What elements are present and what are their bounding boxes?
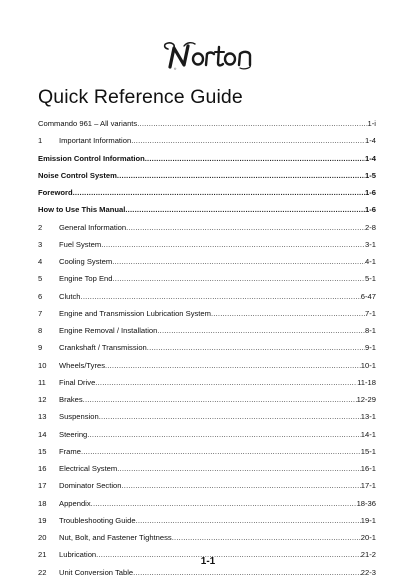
table-of-contents: [38, 115, 376, 581]
toc-section-number: 16: [38, 464, 47, 473]
toc-page-ref: 13-1: [360, 412, 376, 422]
dot-leader: [121, 477, 360, 494]
toc-section-title: Engine Removal / Installation: [59, 326, 158, 335]
toc-section-number: 3: [38, 239, 43, 249]
toc-section-number: 19: [38, 515, 47, 525]
toc-section-title: Crankshaft / Transmission: [59, 343, 147, 353]
toc-entry[interactable]: [38, 512, 376, 529]
toc-section-title: Fuel System: [59, 239, 102, 249]
toc-entry[interactable]: [38, 132, 376, 149]
svg-text:®: ®: [174, 67, 177, 71]
toc-entry[interactable]: [38, 322, 376, 339]
page-number: 1-1: [200, 556, 216, 567]
dot-leader: [131, 132, 365, 149]
dot-leader: [112, 253, 365, 270]
dot-leader: [99, 408, 361, 425]
toc-entry[interactable]: [38, 167, 376, 184]
toc-page-ref: 1-i: [367, 119, 376, 128]
toc-entry[interactable]: [38, 443, 376, 460]
toc-section-number: 2: [38, 222, 43, 232]
toc-section-title: Clutch: [59, 291, 81, 301]
toc-section-title: Frame: [59, 446, 81, 456]
toc-page-ref: 9-1: [365, 343, 376, 353]
toc-page-ref: 1-4: [365, 153, 376, 163]
dot-leader: [157, 322, 365, 339]
toc-section-title: Unit Conversion Table: [59, 567, 134, 577]
toc-page-ref: 8-1: [365, 326, 376, 335]
dot-leader: [126, 219, 365, 236]
dot-leader: [101, 236, 365, 253]
toc-page-ref: 1-6: [365, 188, 376, 197]
toc-entry[interactable]: [38, 460, 376, 477]
toc-section-title: Troubleshooting Guide: [59, 515, 136, 525]
toc-page-ref: 3-1: [365, 239, 376, 249]
toc-section-title: Wheels/Tyres: [59, 360, 105, 370]
toc-page-ref: 20-1: [360, 533, 376, 542]
toc-entry[interactable]: [38, 288, 376, 305]
toc-section-number: 9: [38, 343, 43, 353]
dot-leader: [95, 374, 357, 391]
toc-section-number: 15: [38, 446, 47, 456]
toc-section-number: 4: [38, 257, 43, 266]
toc-section-title: Final Drive: [59, 377, 96, 387]
dot-leader: [87, 426, 361, 443]
dot-leader: [73, 184, 365, 201]
dot-leader: [137, 115, 367, 132]
toc-entry[interactable]: [38, 305, 376, 322]
toc-section-title: General Information: [59, 222, 127, 232]
toc-page-ref: 17-1: [360, 481, 376, 491]
dot-leader: [145, 150, 365, 167]
toc-section-number: 13: [38, 412, 47, 422]
toc-section-number: 12: [38, 395, 47, 404]
toc-section-number: 1: [38, 136, 43, 146]
toc-section-title: Emission Control Information: [38, 153, 145, 163]
toc-section-number: 17: [38, 481, 47, 491]
toc-page-ref: 12-29: [356, 395, 376, 404]
toc-entry[interactable]: [38, 495, 376, 512]
toc-section-title: Appendix: [59, 498, 91, 508]
toc-entry[interactable]: [38, 426, 376, 443]
toc-entry[interactable]: [38, 477, 376, 494]
toc-page-ref: 16-1: [360, 464, 376, 473]
dot-leader: [136, 512, 361, 529]
toc-page-ref: 19-1: [360, 515, 376, 525]
toc-section-number: 5: [38, 274, 43, 284]
toc-section-number: 7: [38, 308, 43, 318]
dot-leader: [112, 270, 365, 287]
toc-section-title: Suspension: [59, 412, 99, 422]
toc-section-title: Important Information: [59, 136, 132, 146]
toc-entry[interactable]: [38, 236, 376, 253]
toc-page-ref: 7-1: [365, 308, 376, 318]
dot-leader: [147, 339, 365, 356]
toc-section-number: 8: [38, 326, 43, 335]
toc-page-ref: 1-4: [365, 136, 376, 146]
toc-page-ref: 18-36: [356, 498, 376, 508]
toc-entry[interactable]: [38, 408, 376, 425]
dot-leader: [105, 357, 361, 374]
dot-leader: [211, 305, 365, 322]
toc-entry[interactable]: [38, 115, 376, 132]
toc-section-title: Electrical System: [59, 464, 118, 473]
toc-page-ref: 21-2: [360, 550, 376, 560]
toc-section-number: 11: [38, 377, 46, 387]
toc-entry[interactable]: [38, 184, 376, 201]
toc-entry[interactable]: [38, 219, 376, 236]
norton-logo: [0, 38, 416, 72]
toc-page-ref: 14-1: [360, 429, 376, 439]
toc-section-title: Commando 961 – All variants: [38, 119, 138, 128]
dot-leader: [91, 495, 357, 512]
toc-page-ref: 11-18: [357, 377, 376, 387]
toc-section-number: 6: [38, 291, 43, 301]
toc-entry[interactable]: [38, 357, 376, 374]
toc-section-number: 14: [38, 429, 47, 439]
toc-section-number: 20: [38, 533, 47, 542]
toc-page-ref: 4-1: [365, 257, 376, 266]
toc-entry[interactable]: [38, 253, 376, 270]
toc-section-title: How to Use This Manual: [38, 205, 126, 215]
dot-leader: [81, 443, 361, 460]
toc-section-title: Brakes: [59, 395, 83, 404]
toc-section-title: Dominator Section: [59, 481, 122, 491]
toc-page-ref: 6-47: [360, 291, 376, 301]
dot-leader: [83, 391, 357, 408]
toc-entry[interactable]: [38, 270, 376, 287]
dot-leader: [125, 201, 365, 218]
toc-entry[interactable]: [38, 201, 376, 218]
toc-page-ref: 1-5: [365, 170, 376, 180]
page-title: Quick Reference Guide: [38, 86, 243, 108]
toc-page-ref: 15-1: [360, 446, 376, 456]
dot-leader: [172, 529, 361, 546]
toc-section-title: Lubrication: [59, 550, 97, 560]
toc-section-title: Nut, Bolt, and Fastener Tightness: [59, 533, 172, 542]
toc-page-ref: 2-8: [365, 222, 376, 232]
toc-page-ref: 5-1: [365, 274, 376, 284]
toc-entry[interactable]: [38, 339, 376, 356]
toc-entry[interactable]: [38, 391, 376, 408]
toc-section-title: Steering: [59, 429, 88, 439]
dot-leader: [81, 288, 361, 305]
toc-entry[interactable]: [38, 529, 376, 546]
toc-section-number: 21: [38, 550, 47, 560]
toc-entry[interactable]: [38, 374, 376, 391]
toc-section-title: Engine and Transmission Lubrication System: [59, 308, 211, 318]
dot-leader: [117, 167, 365, 184]
dot-leader: [117, 460, 361, 477]
toc-page-ref: 1-6: [365, 205, 376, 215]
toc-section-title: Foreword: [38, 188, 73, 197]
toc-page-ref: 10-1: [360, 360, 376, 370]
toc-entry[interactable]: [38, 150, 376, 167]
toc-section-number: 22: [38, 567, 47, 577]
toc-page-ref: 22-3: [360, 567, 376, 577]
toc-section-title: Noise Control System: [38, 170, 117, 180]
toc-section-title: Engine Top End: [59, 274, 113, 284]
toc-section-title: Cooling System: [59, 257, 113, 266]
toc-section-number: 18: [38, 498, 47, 508]
toc-section-number: 10: [38, 360, 47, 370]
